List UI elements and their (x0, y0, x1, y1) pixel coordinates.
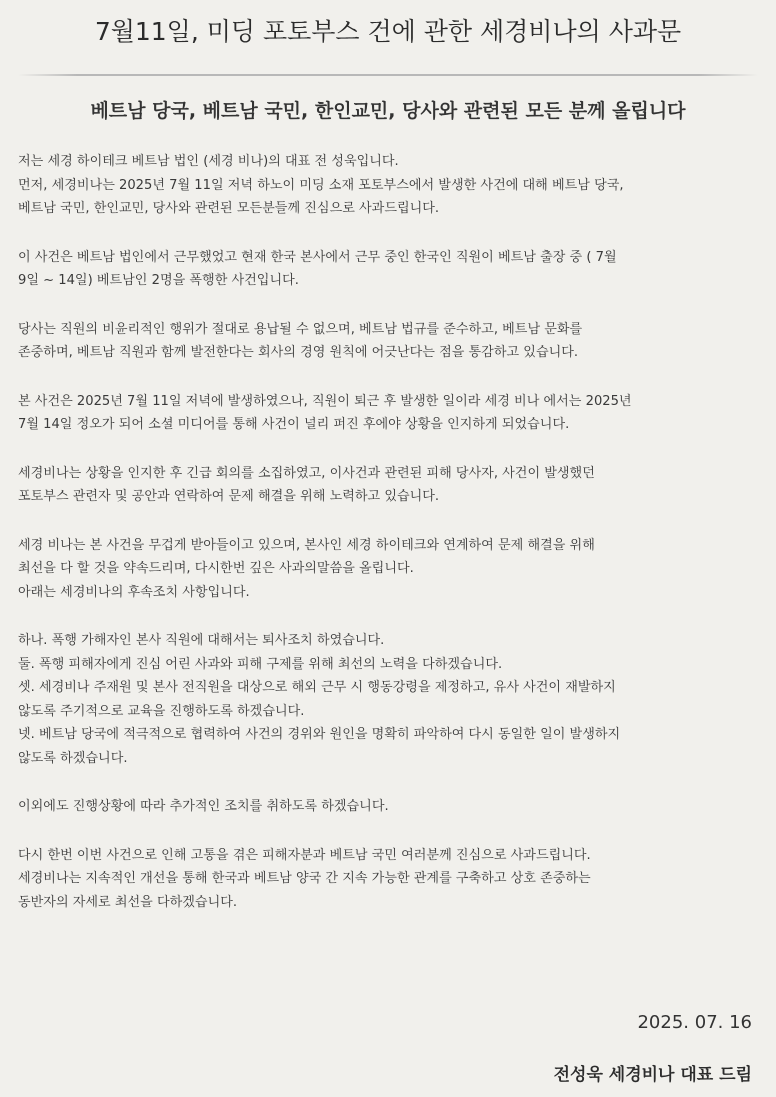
text-line: 본 사건은 2025년 7월 11일 저녁에 발생하였으나, 직원이 퇴근 후 발생한 일이라 세경 비나 에서는 2025년 (18, 393, 632, 409)
paragraph-intro (18, 150, 758, 221)
text-line: 아래는 세경비나의 후속조치 사항입니다. (18, 584, 250, 600)
letter-signature: 전성욱 세경비나 대표 드림 (553, 1065, 752, 1085)
text-line: 존중하며, 베트남 직원과 함께 발전한다는 회사의 경영 원칙에 어긋난다는 점을 통감하고 있습니다. (18, 345, 579, 360)
text-line: 셋. 세경비나 주재원 및 본사 전직원을 대상으로 해외 근무 시 행동강령을 제정하고, 유사 사건이 재발하지 (18, 680, 616, 695)
paragraph-followup-measures (18, 629, 758, 770)
text-line: 저는 세경 하이테크 베트남 법인 (세경 비나)의 대표 전 성욱입니다. (18, 154, 399, 169)
text-line: 다시 한번 이번 사건으로 인해 고통을 겪은 피해자분과 베트남 국민 여러분께 진심으로 사과드립니다. (18, 847, 591, 863)
paragraph-response (18, 462, 758, 509)
text-line: 세경 비나는 본 사건을 무겁게 받아들이고 있으며, 본사인 세경 하이테크와 연계하여 문제 해결을 위해 (18, 537, 595, 553)
text-line: 최선을 다 할 것을 약속드리며, 다시한번 깊은 사과의말씀을 올립니다. (18, 561, 414, 576)
paragraph-closing (18, 844, 758, 915)
text-line: 세경비나는 지속적인 개선을 통해 한국과 베트남 양국 간 지속 가능한 관계를 구축하고 상호 존중하는 (18, 871, 591, 886)
text-line: 하나. 폭행 가해자인 본사 직원에 대해서는 퇴사조치 하였습니다. (18, 633, 385, 648)
paragraph-incident (18, 246, 758, 293)
letter-title: 7월11일, 미딩 포토부스 건에 관한 세경비나의 사과문 (94, 17, 682, 46)
text-line: 않도록 주기적으로 교육을 진행하도록 하겠습니다. (18, 703, 305, 719)
text-line: 이외에도 진행상황에 따라 추가적인 조치를 취하도록 하겠습니다. (18, 799, 389, 814)
text-line: 넷. 베트남 당국에 적극적으로 협력하여 사건의 경위와 원인을 명확히 파악하여 다시 동일한 일이 발생하지 (18, 727, 621, 742)
paragraph-additional (18, 795, 758, 819)
text-line: 당사는 직원의 비윤리적인 행위가 절대로 용납될 수 없으며, 베트남 법규를 준수하고, 베트남 문화를 (18, 321, 583, 337)
text-line: 않도록 하겠습니다. (18, 750, 128, 766)
text-line: 이 사건은 베트남 법인에서 근무했었고 현재 한국 본사에서 근무 중인 한국인 직원이 베트남 출장 중 ( 7월 (18, 249, 617, 265)
letter-body (18, 150, 758, 914)
text-line: 동반자의 자세로 최선을 다하겠습니다. (18, 894, 238, 910)
paragraph-commitment (18, 534, 758, 605)
text-line: 먼저, 세경비나는 2025년 7월 11일 저녁 하노이 미딩 소재 포토부스에서 발생한 사건에 대해 베트남 당국, (18, 177, 624, 193)
letter-subtitle: 베트남 당국, 베트남 국민, 한인교민, 당사와 관련된 모든 분께 올립니다 (90, 100, 686, 122)
text-line: 세경비나는 상황을 인지한 후 긴급 회의를 소집하였고, 이사건과 관련된 피해 당사자, 사건이 발생했던 (18, 465, 595, 481)
text-line: 9일 ~ 14일) 베트남인 2명을 폭행한 사건입니다. (18, 273, 299, 288)
text-line: 포토부스 관련자 및 공안과 연락하여 문제 해결을 위해 노력하고 있습니다. (18, 489, 440, 504)
paragraph-principles (18, 318, 758, 365)
text-line: 7월 14일 정오가 되어 소셜 미디어를 통해 사건이 널리 퍼진 후에야 상황을 인지하게 되었습니다. (18, 417, 570, 432)
paragraph-timeline (18, 390, 758, 437)
text-line: 베트남 국민, 한인교민, 당사와 관련된 모든분들께 진심으로 사과드립니다. (18, 201, 440, 216)
letter-date: 2025. 07. 16 (637, 1012, 752, 1033)
text-line: 둘. 폭행 피해자에게 진심 어린 사과와 피해 구제를 위해 최선의 노력을 다하겠습니다. (18, 656, 503, 672)
